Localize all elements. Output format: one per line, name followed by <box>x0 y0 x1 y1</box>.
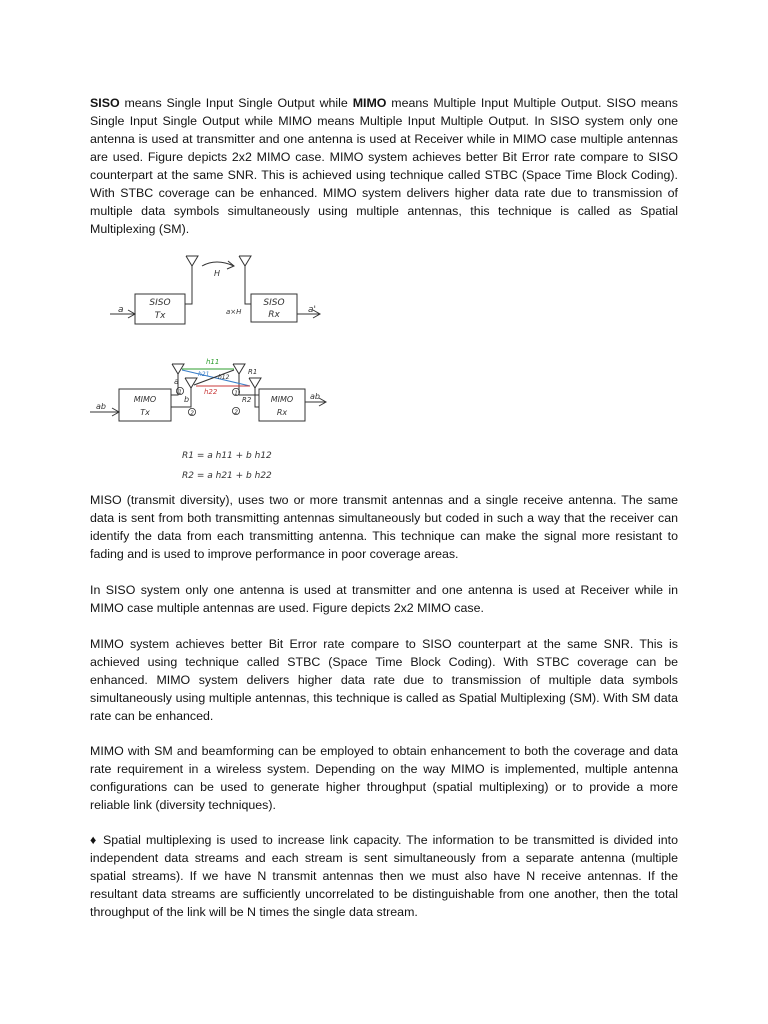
mimo-rx-sub: Rx <box>276 408 288 417</box>
rx-input-label: a×H <box>226 308 242 316</box>
siso-tx-sub: Tx <box>154 311 166 321</box>
rx-ant1-num: 1 <box>234 390 238 397</box>
mimo-tx-sub: Tx <box>140 408 150 417</box>
r2-label: R2 <box>242 396 252 404</box>
mimo-term: MIMO <box>352 96 387 110</box>
siso-paragraph: In SISO system only one antenna is used at transmitter and one antenna is used at Receiver while in MIMO case multiple antennas are used. Figure depicts 2x2 MIMO case. <box>90 583 678 615</box>
miso-paragraph: MISO (transmit diversity), uses two or more transmit antennas and a single receive antenna. The same data is sent from both transmitting antennas simultaneously but coded in such a way that the receiver can identify the data from each transmitting antenna. This technique can make the signal more resistant to fading and is used to improve performance in poor coverage areas. <box>90 493 678 561</box>
tx-ant2-num: 2 <box>190 410 194 417</box>
mimo-tx-antenna-2-icon <box>185 378 197 388</box>
h22-label: h22 <box>204 388 218 396</box>
spatial-multiplexing-text: Spatial multiplexing is used to increase link capacity. The information to be transmitted is divided into independent data streams and each stream is sent simultaneously from a separate antenna (multiple spatial streams). If we have N transmit antennas then we must also have N receive antennas. If the resultant data streams are sufficiently uncorrelated to be distinguishable from one another, then the total throughput of the link will be N times the single data stream. <box>90 833 678 919</box>
equation-r2: R2 = a h21 + b h22 <box>182 471 272 481</box>
siso-rx-sub: Rx <box>268 310 280 320</box>
tx-b-label: b <box>184 395 190 404</box>
h11-label: h11 <box>206 358 220 366</box>
channel-h-label: H <box>214 269 221 278</box>
diamond-bullet-icon: ♦ <box>90 833 98 847</box>
intro-paragraph <box>90 94 678 238</box>
siso-tx-title: SISO <box>149 298 171 308</box>
spatial-multiplexing-paragraph <box>90 831 678 921</box>
h12-label: h12 <box>218 374 230 381</box>
h21-label: h21 <box>198 371 210 378</box>
rx-ant2-num: 2 <box>234 409 238 416</box>
tx-ant1-num: 1 <box>178 389 182 396</box>
mimo-rx-antenna-2-icon <box>249 378 261 388</box>
intro-text-2: means Multiple Input Multiple Output. SISO means Single Input Single Output while MIMO means Multiple Input Multiple Output. In SISO system only one antenna is used at transmitter and one antenna is used at Receiver while in MIMO case multiple antennas are used. Figure depicts 2x2 MIMO case. MIMO system achieves better Bit Error rate compare to SISO counterpart at the same SNR. This is achieved using technique called STBC (Space Time Block Coding). With STBC coverage can be enhanced. MIMO system delivers higher data rate due to transmission of multiple data symbols simultaneously using multiple antennas, this technique is called as Spatial Multiplexing (SM). <box>90 96 678 236</box>
siso-input-label: a <box>118 305 124 315</box>
siso-tx-antenna-icon <box>186 256 198 266</box>
intro-text-1: means Single Input Single Output while <box>119 96 353 110</box>
siso-term: SISO <box>90 96 120 110</box>
ber-paragraph: MIMO system achieves better Bit Error rate compare to SISO counterpart at the same SNR. This is achieved using technique called STBC (Space Time Block Coding). With STBC coverage can be enhanced. MIMO system delivers higher data rate due to transmission of multiple data symbols simultaneously using multiple antennas, this technique is called as Spatial Multiplexing (SM). With SM data rate can be enhanced. <box>90 637 678 723</box>
mimo-input-label: ab <box>96 402 106 411</box>
siso-rx-title: SISO <box>263 298 285 308</box>
beamforming-paragraph: MIMO with SM and beamforming can be employed to obtain enhancement to both the coverage and data rate requirement in a wireless system. Depending on the way MIMO is implemented, multiple antenna configurations can be used to generate higher throughput (spatial multiplexing) or to provide a more reliable link (diversity techniques). <box>90 744 678 812</box>
mimo-output-label: ab <box>310 392 320 401</box>
equation-r1: R1 = a h11 + b h12 <box>182 451 272 461</box>
mimo-rx-title: MIMO <box>270 395 294 404</box>
siso-mimo-diagram <box>88 252 328 488</box>
mimo-rx-antenna-1-icon <box>233 364 245 374</box>
siso-output-label: a' <box>308 305 316 315</box>
mimo-tx-title: MIMO <box>133 395 157 404</box>
siso-rx-antenna-icon <box>239 256 251 266</box>
r1-label: R1 <box>248 368 258 376</box>
tx-a-label: a <box>174 377 179 386</box>
